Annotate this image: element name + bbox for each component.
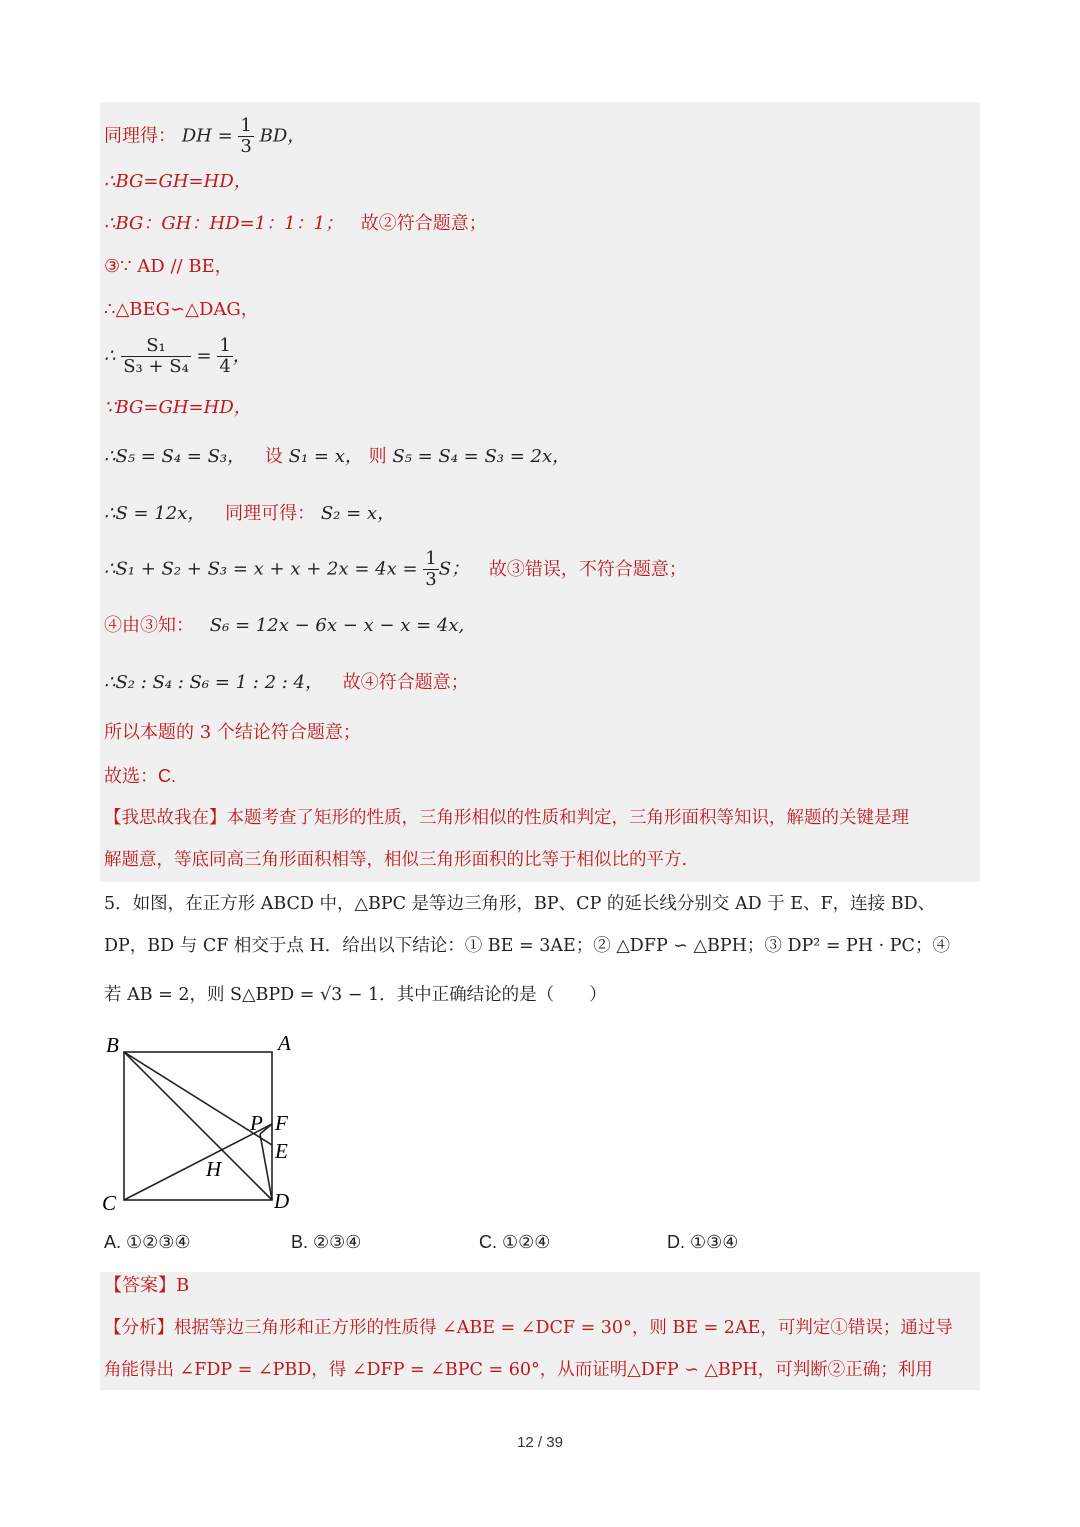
solution-line-10: ∴S₁ + S₂ + S₃ = x + x + 2x = 4x = $\frac{1}{3}$ S； 故③错误，不符合题意； (104, 548, 687, 590)
geometry-figure (100, 1030, 310, 1215)
label-p: P (250, 1111, 263, 1135)
solution-line-4: ③∵ AD // BE， (104, 256, 233, 277)
line-cf (124, 1124, 272, 1200)
solution-line-3: ∴BG：GH：HD=1：1：1； 故②符合题意； (104, 213, 487, 234)
label-d: D (274, 1189, 290, 1213)
solution-line-7: ∵BG=GH=HD， (104, 397, 252, 418)
option-a[interactable]: A. ①②③④ (104, 1232, 191, 1252)
option-b[interactable]: B. ②③④ (291, 1232, 362, 1252)
solution-line-12: ∴S₂ : S₄ : S₆ = 1 : 2 : 4， 故④符合题意； (104, 672, 469, 693)
question-line-1: 5．如图，在正方形 ABCD 中，△BPC 是等边三角形，BP、CP 的延长线分别交 AD 于 E、F，连接 BD、 (104, 894, 936, 914)
option-c[interactable]: C. ①②④ (479, 1232, 551, 1252)
label-h: H (206, 1157, 222, 1181)
page-number: 12 / 39 (517, 1434, 563, 1451)
answer-line: 【答案】B (104, 1275, 190, 1296)
fraction: $\frac{1}{3}$ (425, 548, 437, 590)
solution-line-14: 故选：C. (104, 766, 176, 786)
solution-line-13: 所以本题的 3 个结论符合题意； (104, 722, 361, 743)
solution-line-9: ∴S = 12x， 同理可得： S₂ = x， (104, 503, 396, 524)
solution-line-2: ∴BG=GH=HD， (104, 171, 252, 192)
label-f: F (275, 1111, 288, 1135)
solution-line-1: 同理得： DH = $\frac{1}{3}$ BD， (104, 115, 306, 157)
analysis-line-1: 【分析】根据等边三角形和正方形的性质得 ∠ABE = ∠DCF = 30°，则 BE = 2AE，可判定①错误；通过导 (104, 1318, 953, 1338)
solution-line-11: ④由③知： S₆ = 12x − 6x − x − x = 4x, (104, 615, 465, 636)
label-a: A (278, 1031, 291, 1055)
fraction: $\frac{\text{S₁}}{\text{S₃ + S₄}}$ (123, 335, 189, 377)
option-d[interactable]: D. ①③④ (667, 1232, 739, 1252)
question-line-3: 若 AB = 2，则 S△BPD = √3 − 1．其中正确结论的是（ ） (104, 985, 607, 1005)
question-line-2: DP，BD 与 CF 相交于点 H．给出以下结论：① BE = 3AE；② △DFP ∽ △BPH；③ DP² = PH · PC；④ (104, 936, 950, 956)
label-c: C (102, 1191, 117, 1215)
fraction: $\frac{1}{4}$ (219, 335, 231, 377)
analysis-line-2: 角能得出 ∠FDP = ∠PBD，得 ∠DFP = ∠BPC = 60°，从而证明△DFP ∽ △BPH，可判断②正确；利用 (104, 1360, 933, 1380)
solution-line-5: ∴△BEG∽△DAG， (104, 299, 259, 320)
label-b: B (106, 1033, 119, 1057)
solution-line-8: ∴S₅ = S₄ = S₃， 设 S₁ = x， 则 S₅ = S₄ = S₃ = 2x， (104, 446, 571, 467)
summary-line-2: 解题意，等底同高三角形面积相等，相似三角形面积的比等于相似比的平方. (104, 850, 688, 870)
label-e: E (275, 1139, 288, 1163)
summary-line-1: 【我思故我在】本题考查了矩形的性质，三角形相似的性质和判定，三角形面积等知识，解题的关键是理 (104, 808, 909, 828)
fraction: $\frac{1}{3}$ (240, 115, 252, 157)
solution-line-6: ∴ $\frac{\text{S₁}}{\text{S₃ + S₄}}$ = $\frac{1}{4}$ ， (104, 335, 251, 377)
